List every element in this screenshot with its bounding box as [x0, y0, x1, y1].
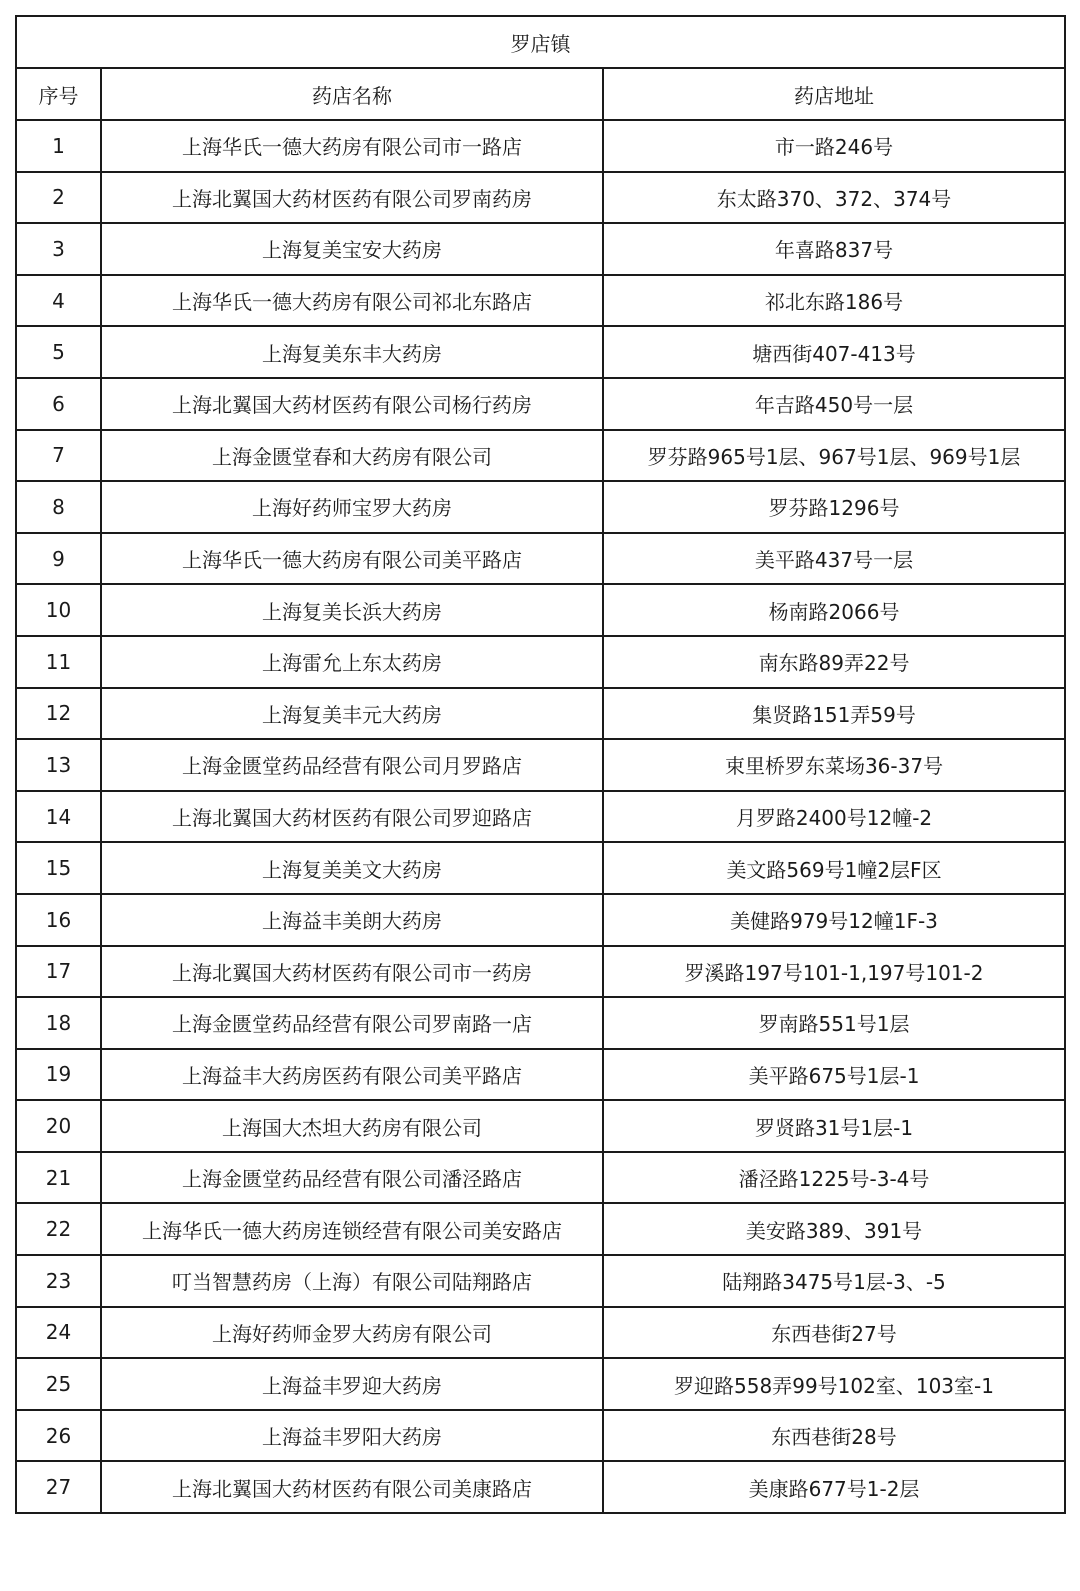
pharmacy-name-cell: 上海华氏一德大药房有限公司祁北东路店	[101, 275, 603, 327]
pharmacy-address-cell: 束里桥罗东菜场36-37号	[603, 739, 1065, 791]
pharmacy-name-cell: 上海好药师金罗大药房有限公司	[101, 1307, 603, 1359]
row-index-cell: 7	[16, 430, 101, 482]
pharmacy-name-cell: 上海益丰美朗大药房	[101, 894, 603, 946]
row-index-cell: 26	[16, 1410, 101, 1462]
row-index-cell: 19	[16, 1049, 101, 1101]
row-index-cell: 1	[16, 120, 101, 172]
table-row	[16, 223, 1065, 275]
row-index-cell: 9	[16, 533, 101, 585]
pharmacy-address-cell: 罗溪路197号101-1,197号101-2	[603, 946, 1065, 998]
pharmacy-address-cell: 美文路569号1幢2层F区	[603, 842, 1065, 894]
row-index-cell: 23	[16, 1255, 101, 1307]
row-index-cell: 25	[16, 1358, 101, 1410]
pharmacy-address-cell: 杨南路2066号	[603, 584, 1065, 636]
row-index-cell: 4	[16, 275, 101, 327]
pharmacy-address-cell: 祁北东路186号	[603, 275, 1065, 327]
row-index-cell: 5	[16, 326, 101, 378]
table-row	[16, 1049, 1065, 1101]
row-index-cell: 24	[16, 1307, 101, 1359]
pharmacy-name-cell: 上海复美丰元大药房	[101, 688, 603, 740]
table-row	[16, 1307, 1065, 1359]
row-index-cell: 12	[16, 688, 101, 740]
table-row	[16, 481, 1065, 533]
pharmacy-name-cell: 上海北翼国大药材医药有限公司市一药房	[101, 946, 603, 998]
pharmacy-address-cell: 东西巷街27号	[603, 1307, 1065, 1359]
pharmacy-name-cell: 上海益丰罗阳大药房	[101, 1410, 603, 1462]
pharmacy-address-cell: 陆翔路3475号1层-3、-5	[603, 1255, 1065, 1307]
pharmacy-name-cell: 上海北翼国大药材医药有限公司罗迎路店	[101, 791, 603, 843]
pharmacy-address-cell: 美康路677号1-2层	[603, 1461, 1065, 1513]
pharmacy-address-cell: 东西巷街28号	[603, 1410, 1065, 1462]
pharmacy-name-cell: 上海雷允上东太药房	[101, 636, 603, 688]
pharmacy-address-cell: 罗芬路965号1层、967号1层、969号1层	[603, 430, 1065, 482]
pharmacy-name-cell: 上海复美宝安大药房	[101, 223, 603, 275]
row-index-cell: 14	[16, 791, 101, 843]
pharmacy-address-cell: 罗迎路558弄99号102室、103室-1	[603, 1358, 1065, 1410]
row-index-cell: 13	[16, 739, 101, 791]
pharmacy-address-cell: 潘泾路1225号-3-4号	[603, 1152, 1065, 1204]
pharmacy-name-cell: 上海好药师宝罗大药房	[101, 481, 603, 533]
pharmacy-name-cell: 上海北翼国大药材医药有限公司罗南药房	[101, 172, 603, 224]
pharmacy-name-cell: 上海金匮堂春和大药房有限公司	[101, 430, 603, 482]
pharmacy-address-cell: 塘西街407-413号	[603, 326, 1065, 378]
pharmacy-name-cell: 上海北翼国大药材医药有限公司杨行药房	[101, 378, 603, 430]
table-row	[16, 172, 1065, 224]
pharmacy-name-cell: 上海金匮堂药品经营有限公司月罗路店	[101, 739, 603, 791]
row-index-cell: 8	[16, 481, 101, 533]
pharmacy-address-cell: 美平路675号1层-1	[603, 1049, 1065, 1101]
table-row	[16, 894, 1065, 946]
pharmacy-address-cell: 罗南路551号1层	[603, 997, 1065, 1049]
row-index-cell: 11	[16, 636, 101, 688]
column-header-index: 序号	[16, 68, 101, 120]
row-index-cell: 6	[16, 378, 101, 430]
pharmacy-address-cell: 罗芬路1296号	[603, 481, 1065, 533]
table-row	[16, 378, 1065, 430]
pharmacy-name-cell: 上海复美东丰大药房	[101, 326, 603, 378]
column-header-name: 药店名称	[101, 68, 603, 120]
pharmacy-address-cell: 集贤路151弄59号	[603, 688, 1065, 740]
row-index-cell: 27	[16, 1461, 101, 1513]
pharmacy-name-cell: 上海国大杰坦大药房有限公司	[101, 1100, 603, 1152]
pharmacy-name-cell: 上海益丰罗迎大药房	[101, 1358, 603, 1410]
table-row	[16, 430, 1065, 482]
row-index-cell: 16	[16, 894, 101, 946]
table-row	[16, 997, 1065, 1049]
row-index-cell: 20	[16, 1100, 101, 1152]
table-row	[16, 120, 1065, 172]
pharmacy-name-cell: 上海益丰大药房医药有限公司美平路店	[101, 1049, 603, 1101]
row-index-cell: 17	[16, 946, 101, 998]
pharmacy-address-cell: 南东路89弄22号	[603, 636, 1065, 688]
pharmacy-address-cell: 月罗路2400号12幢-2	[603, 791, 1065, 843]
table-row	[16, 1255, 1065, 1307]
table-row	[16, 1410, 1065, 1462]
pharmacy-address-cell: 市一路246号	[603, 120, 1065, 172]
table-row	[16, 584, 1065, 636]
pharmacy-name-cell: 叮当智慧药房（上海）有限公司陆翔路店	[101, 1255, 603, 1307]
table-row	[16, 1358, 1065, 1410]
row-index-cell: 15	[16, 842, 101, 894]
table-row	[16, 275, 1065, 327]
table-row	[16, 326, 1065, 378]
pharmacy-address-cell: 美安路389、391号	[603, 1203, 1065, 1255]
row-index-cell: 3	[16, 223, 101, 275]
column-header-address: 药店地址	[603, 68, 1065, 120]
row-index-cell: 21	[16, 1152, 101, 1204]
table-row	[16, 1461, 1065, 1513]
row-index-cell: 10	[16, 584, 101, 636]
table-row	[16, 842, 1065, 894]
row-index-cell: 18	[16, 997, 101, 1049]
table-header-row	[16, 68, 1065, 120]
table-row	[16, 533, 1065, 585]
row-index-cell: 22	[16, 1203, 101, 1255]
table-title-row	[16, 16, 1065, 68]
table-row	[16, 1152, 1065, 1204]
pharmacy-address-cell: 罗贤路31号1层-1	[603, 1100, 1065, 1152]
table-title: 罗店镇	[16, 16, 1065, 68]
pharmacy-name-cell: 上海复美美文大药房	[101, 842, 603, 894]
table-row	[16, 636, 1065, 688]
table-row	[16, 739, 1065, 791]
pharmacy-address-cell: 美健路979号12幢1F-3	[603, 894, 1065, 946]
pharmacy-name-cell: 上海华氏一德大药房有限公司市一路店	[101, 120, 603, 172]
pharmacy-address-cell: 美平路437号一层	[603, 533, 1065, 585]
pharmacy-address-cell: 年吉路450号一层	[603, 378, 1065, 430]
pharmacy-address-cell: 东太路370、372、374号	[603, 172, 1065, 224]
row-index-cell: 2	[16, 172, 101, 224]
pharmacy-name-cell: 上海复美长浜大药房	[101, 584, 603, 636]
table-row	[16, 946, 1065, 998]
table-row	[16, 1203, 1065, 1255]
pharmacy-table	[15, 15, 1066, 1514]
pharmacy-name-cell: 上海金匮堂药品经营有限公司潘泾路店	[101, 1152, 603, 1204]
table-row	[16, 688, 1065, 740]
table-row	[16, 1100, 1065, 1152]
table-row	[16, 791, 1065, 843]
pharmacy-name-cell: 上海华氏一德大药房连锁经营有限公司美安路店	[101, 1203, 603, 1255]
pharmacy-name-cell: 上海北翼国大药材医药有限公司美康路店	[101, 1461, 603, 1513]
pharmacy-name-cell: 上海金匮堂药品经营有限公司罗南路一店	[101, 997, 603, 1049]
pharmacy-name-cell: 上海华氏一德大药房有限公司美平路店	[101, 533, 603, 585]
pharmacy-address-cell: 年喜路837号	[603, 223, 1065, 275]
pharmacy-list-sheet	[15, 15, 1064, 1514]
